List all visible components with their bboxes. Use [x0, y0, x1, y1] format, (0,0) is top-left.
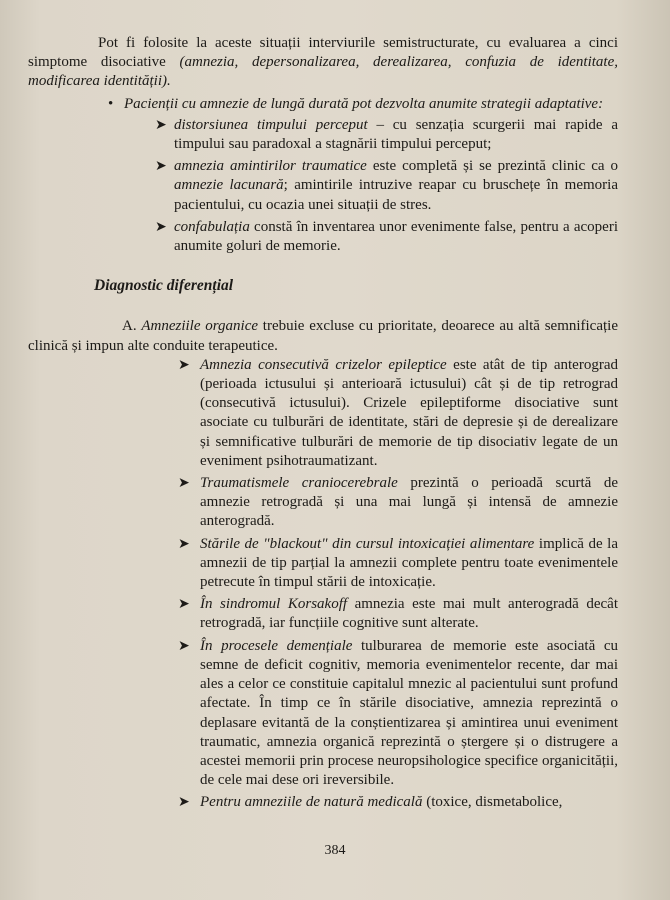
- section-a-paragraph: [28, 317, 618, 355]
- item-text: (toxice, dismetabolice,: [422, 794, 563, 811]
- item-term: Pentru amneziile de natură medicală: [200, 794, 423, 811]
- item-term: confabulația: [174, 218, 250, 235]
- list-item: [28, 793, 618, 812]
- arrow-bullet-icon: ➤: [155, 159, 167, 175]
- section-a-text: trebuie excluse cu prioritate, deoarece au altă semnificație clinică și impun alte conduite terapeutice.: [28, 318, 618, 354]
- bullet-dot-icon: •: [108, 95, 114, 112]
- arrow-bullet-icon: ➤: [178, 795, 190, 811]
- arrow-bullet-icon: ➤: [178, 357, 190, 373]
- item-text: – cu senzația scurgerii mai rapide a timpului sau paradoxal a stagnării timpului perceput;: [174, 116, 619, 153]
- strategies-list: [28, 116, 618, 256]
- list-item: [28, 157, 618, 215]
- arrow-bullet-icon: ➤: [155, 117, 167, 133]
- item-text: este completă și se prezintă clinic ca o: [366, 158, 619, 175]
- list-item: [28, 595, 618, 633]
- item-term: amnezie lacunară: [174, 177, 284, 194]
- item-term: Amnezia consecutivă crizelor epileptice: [200, 356, 447, 373]
- bullet-item: [28, 95, 618, 114]
- arrow-bullet-icon: ➤: [178, 597, 190, 613]
- item-text: este atât de tip anterograd (perioada ictusului și anterioară ictusului) cât și de tip retrograd (consecutivă ictusului). Crizele epileptiforme disociative sunt asociate cu tulburări de identitate, stări de depresie și de derealizare și semnificative tulburări de memorie de tip disociativ legate de un eveniment psihotraumatizant.: [200, 356, 618, 469]
- item-term: În procesele demențiale: [200, 637, 353, 654]
- arrow-bullet-icon: ➤: [178, 476, 190, 492]
- item-term: amnezia amintirilor traumatice: [174, 158, 367, 175]
- item-term: distorsiunea timpului perceput: [174, 116, 368, 133]
- item-text: constă în inventarea unor evenimente false, pentru a acoperi anumite goluri de memorie.: [174, 218, 618, 255]
- item-term: În sindromul Korsakoff: [200, 596, 348, 613]
- differential-list: [28, 356, 618, 813]
- list-item: [28, 218, 618, 256]
- list-item: [28, 356, 618, 471]
- page-body: [28, 34, 618, 816]
- page-number: 384: [324, 843, 346, 858]
- arrow-bullet-icon: ➤: [178, 638, 190, 654]
- item-text: implică de la amnezii de tip parțial la amnezii complete pentru toate evenimentele petrecute în timpul stării de intoxicație.: [200, 535, 619, 591]
- list-item: [28, 116, 618, 154]
- item-term: Traumatismele craniocerebrale: [200, 475, 398, 492]
- section-heading: Diagnostic diferențial: [94, 277, 234, 295]
- item-text: ; amintirile intruzive reapar cu bruschețe în memoria pacientului, cu ocazia unei situații de stres.: [174, 177, 618, 213]
- intro-italic: (amnezia, depersonalizarea, derealizarea, confuzia de identitate, modificarea identității).: [28, 54, 618, 90]
- list-item: [28, 535, 618, 593]
- list-item: [28, 474, 618, 532]
- section-a-label: A.: [122, 318, 137, 335]
- section-a-term: Amneziile organice: [141, 318, 259, 335]
- list-item: [28, 637, 618, 791]
- intro-paragraph: [28, 34, 618, 92]
- intro-text: Pot fi folosite la aceste situații interviurile semistructurate, cu evaluarea a cinci simptome disociative: [28, 35, 618, 71]
- item-text: tulburarea de memorie este asociată cu semne de deficit cognitiv, memoria evenimentelor recente, dar mai ales a celor ce constituie capitalul mnezic al pacientului sunt profund afectate. În timp ce în stările disociative, amnezia reprezintă o deplasare evitantă de la conștientizarea și amintirea unui eveniment traumatic, amnezia organică reprezintă o ștergere și o distrugere a acestei memorii prin procese neuropsihologice specifice organicității, de cele mai dese ori ireversibile.: [200, 637, 618, 789]
- arrow-bullet-icon: ➤: [155, 219, 167, 235]
- arrow-bullet-icon: ➤: [178, 536, 190, 552]
- item-text: prezintă o perioadă scurtă de amnezie retrogradă și una mai lungă și intensă de amnezie anterogradă.: [200, 475, 618, 530]
- item-text: amnezia este mai mult anterogradă decât retrogradă, iar funcțiile cognitive sunt alterate.: [200, 596, 619, 632]
- bullet-text: Pacienții cu amnezie de lungă durată pot dezvolta anumite strategii adaptative:: [124, 95, 604, 112]
- item-term: Stările de "blackout" din cursul intoxicației alimentare: [200, 535, 535, 552]
